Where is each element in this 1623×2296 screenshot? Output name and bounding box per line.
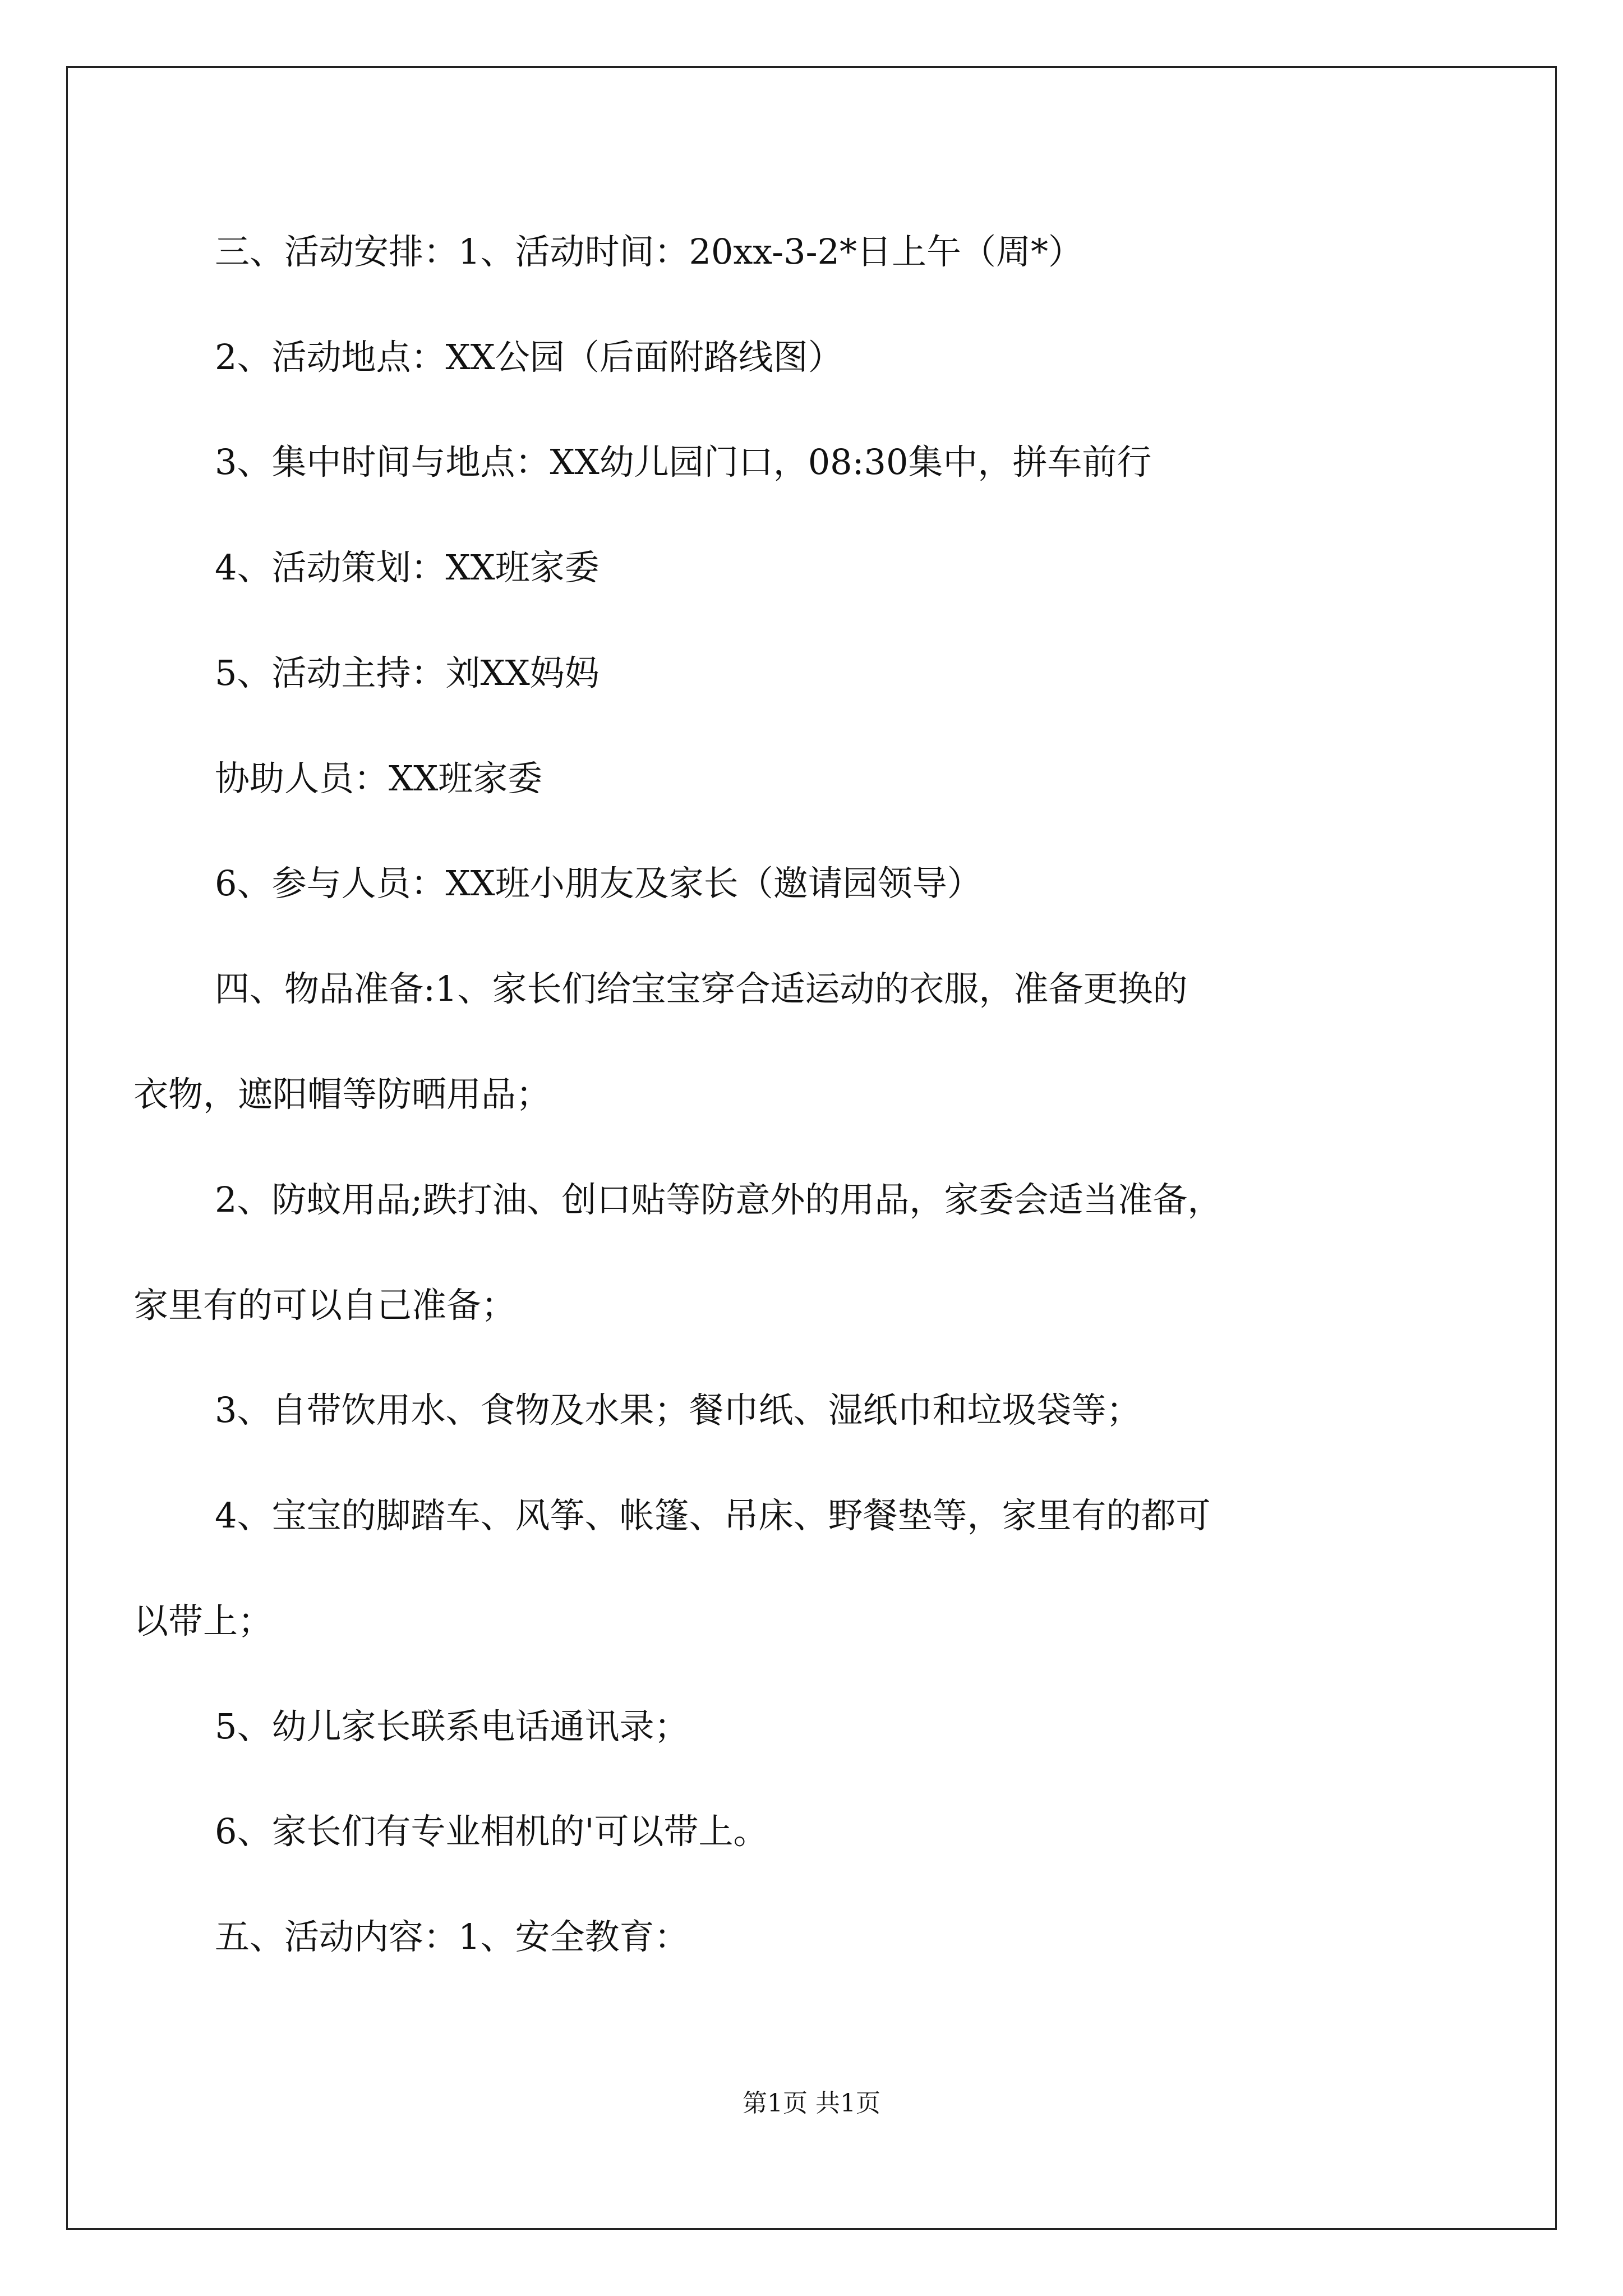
paragraph-activity-content: 五、活动内容：1、安全教育：: [215, 1916, 689, 1957]
paragraph-activity-host: 5、活动主持：刘XX妈妈: [215, 652, 600, 693]
paragraph-contact-list: 5、幼儿家长联系电话通讯录；: [215, 1706, 689, 1747]
paragraph-food-water: 3、自带饮用水、食物及水果；餐巾纸、湿纸巾和垃圾袋等；: [215, 1389, 1141, 1430]
paragraph-mosquito-items-line1: 2、防蚊用品;跌打油、创口贴等防意外的用品，家委会适当准备，: [215, 1179, 1223, 1220]
paragraph-toys-equipment-line1: 4、宝宝的脚踏车、风筝、帐篷、吊床、野餐垫等，家里有的都可: [215, 1495, 1211, 1536]
paragraph-items-prep-line2: 衣物，遮阳帽等防晒用品；: [133, 1074, 551, 1115]
paragraph-camera: 6、家长们有专业相机的'可以带上。: [215, 1811, 768, 1852]
page-footer: 第1页 共1页: [743, 2089, 880, 2118]
paragraph-participants: 6、参与人员：XX班小朋友及家长（邀请园领导）: [215, 863, 982, 904]
paragraph-mosquito-items-line2: 家里有的可以自己准备；: [133, 1285, 517, 1326]
paragraph-activity-planning: 4、活动策划：XX班家委: [215, 547, 600, 588]
paragraph-assistants: 协助人员：XX班家委: [215, 758, 543, 799]
page-frame: [66, 66, 1557, 2230]
paragraph-toys-equipment-line2: 以带上；: [133, 1600, 273, 1641]
paragraph-gathering-time-place: 3、集中时间与地点：XX幼儿园门口，08:30集中，拼车前行: [215, 441, 1152, 482]
paragraph-activity-location: 2、活动地点：XX公园（后面附路线图）: [215, 337, 843, 378]
paragraph-activity-schedule: 三、活动安排：1、活动时间：20xx-3-2*日上午（周*）: [215, 231, 1083, 272]
paragraph-items-prep-line1: 四、物品准备:1、家长们给宝宝穿合适运动的衣服，准备更换的: [215, 968, 1188, 1009]
